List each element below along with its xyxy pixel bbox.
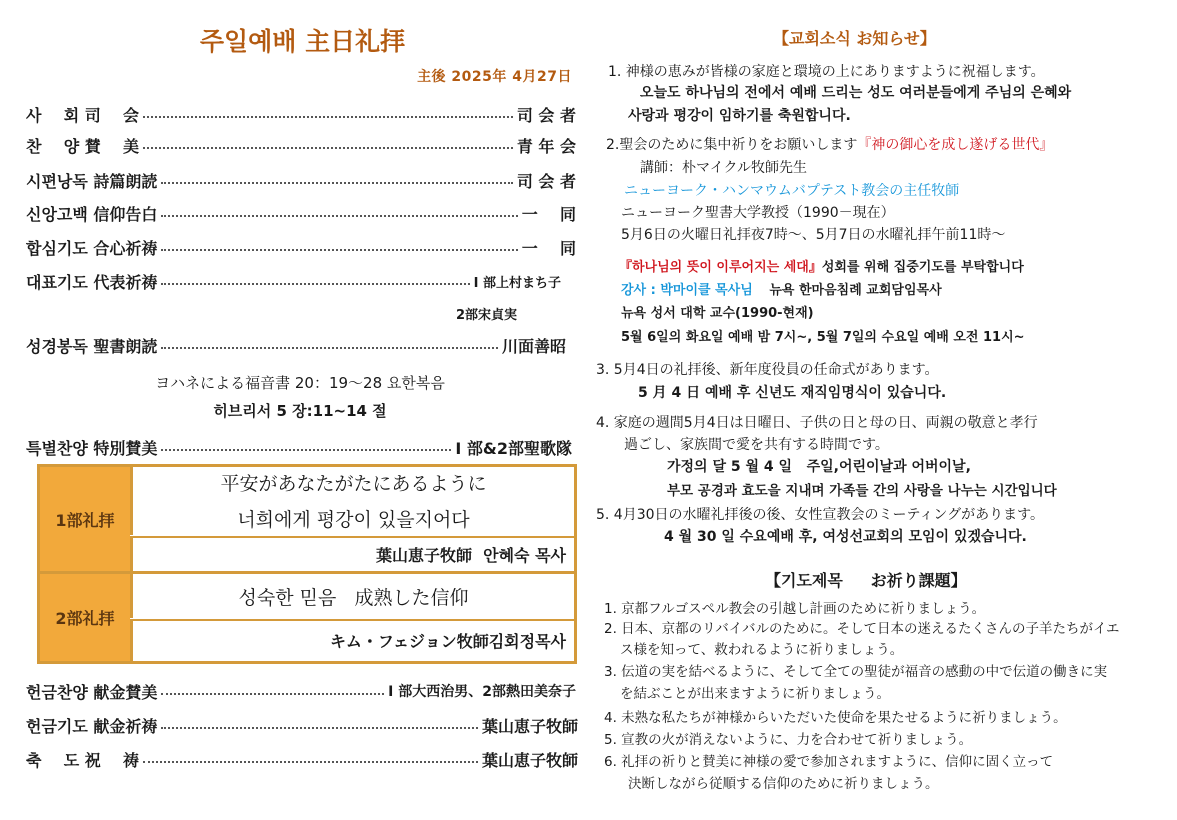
part2-preacher: キム・フェジョン牧師김회정목사 (329, 632, 566, 651)
program-person: 葉山恵子牧師 (481, 716, 578, 736)
program-person: 一 同 (521, 204, 576, 224)
program-row-praise (26, 133, 576, 157)
leader-dots (143, 147, 513, 149)
leader-dots (161, 182, 512, 184)
program-person: I 部上村まち子 (473, 275, 561, 291)
program-row-unison-prayer (26, 235, 576, 259)
leader-dots (161, 693, 384, 695)
news-5-ja: 5. 4月30日の水曜礼拝後の後、女性宣教会のミーティングがあります。 (596, 507, 1045, 523)
news-2-speaker-ko-row (621, 279, 942, 298)
scripture-ko: 히브리서 5 장:11~14 절 (213, 402, 387, 420)
part2-sermon-title-cell (130, 574, 574, 618)
service-date: 主後 2025年 4月27日 (417, 69, 572, 85)
page-title: 주일예배 主日礼拝 (199, 27, 406, 56)
leader-dots (161, 347, 498, 349)
part1-sermon-title (130, 467, 574, 535)
leader-dots (161, 449, 451, 451)
news-1-ko-2: 사랑과 평강이 임하기를 축원합니다. (628, 108, 851, 124)
part1-preacher: 葉山恵子牧師 안혜숙 목사 (376, 545, 566, 565)
news-2-ja-intro (606, 134, 1053, 154)
news-4-ko-2: 부모 공경과 효도을 지내며 가족들 간의 사랑을 나누는 시간입니다 (667, 483, 1057, 499)
leader-dots (161, 249, 517, 251)
part1-title-ja: 平安があなたがたにあるように (220, 473, 487, 495)
news-4-ja-1: 4. 家庭の週間5月4日は日曜日、子供の日と母の日、両親の敬意と孝行 (596, 415, 1038, 431)
program-label: 합심기도 合心祈祷 (26, 238, 158, 258)
prayer-item-3: 3. 伝道の実を結べるように、そして全ての聖徒が福音の感動の中で伝道の働きに実 (604, 664, 1108, 680)
program-label: 특별찬양 特別賛美 (26, 438, 158, 458)
scripture-ja: ヨハネによる福音書 20：19～28 요한복음 (155, 374, 445, 392)
program-label: 성경봉독 聖書朗読 (26, 336, 158, 356)
sermon-box (37, 464, 577, 664)
program-person: 司 会 者 (516, 171, 576, 191)
program-label: 신앙고백 信仰告白 (26, 204, 158, 224)
leader-dots (161, 283, 469, 285)
program-label: 헌금기도 献金祈祷 (26, 716, 158, 736)
announcements (590, 0, 1177, 820)
prayer-item-6-cont: 決断しながら従順する信仰のために祈りましょう。 (628, 776, 939, 792)
program-person: I 部大西治男、2部熱田美奈子 (388, 684, 576, 700)
program-person: 川面善昭 (501, 336, 566, 356)
program-label: 찬 양 賛 美 (26, 136, 140, 156)
news-2-intro-ko: 성회를 위해 집중기도를 부탁합니다 (821, 260, 1024, 275)
leader-dots (143, 116, 513, 118)
program-label: 축 도 祝 祷 (26, 750, 140, 770)
part1-preacher-cell (130, 537, 574, 571)
part2-label: 2部礼拝 (40, 574, 130, 661)
news-2-church-ja: ニューヨーク・ハンマウムバプテスト教会の主任牧師 (624, 183, 960, 199)
news-2-ko-intro (619, 256, 1024, 275)
program-label: 시편낭독 詩篇朗読 (26, 171, 158, 191)
news-2-intro: 2.聖会のために集中祈りをお願いします (606, 137, 858, 153)
program-label: 사 회 司 会 (26, 105, 140, 125)
program-person: 青 年 会 (516, 136, 576, 156)
prayer-item-2-cont: ス様を知って、救われるように祈りましょう。 (620, 642, 904, 658)
program-row-offering-praise (26, 679, 576, 703)
program-row-psalm-reading (26, 168, 576, 192)
part1-label: 1部礼拝 (40, 467, 130, 571)
program-row-special-praise (26, 435, 572, 459)
leader-dots (143, 761, 478, 763)
program-label: 헌금찬양 献金賛美 (26, 682, 158, 702)
program-person: 一 同 (521, 238, 576, 258)
program-label: 대표기도 代表祈祷 (26, 272, 158, 292)
prayer-heading: 【기도제목 お祈り課題】 (765, 571, 967, 590)
news-2-prof-ja: ニューヨーク聖書大学教授（1990－現在） (621, 205, 895, 221)
news-2-theme-ko: 『하나님의 뜻이 이루어지는 세대』 (619, 260, 822, 275)
part2-title: 성숙한 믿음 成熟した信仰 (238, 586, 469, 609)
program-row-offering-prayer (26, 713, 578, 737)
news-3-ko: 5 月 4 日 예배 후 신년도 재직임명식이 있습니다. (638, 385, 947, 401)
program-person-part2: 2部宋貞実 (456, 308, 518, 323)
program-row-bible-reading (26, 333, 566, 357)
news-2-speaker-ko: 강사 : 박마이클 목사님 (621, 283, 753, 298)
prayer-item-6: 6. 礼拝の祈りと賛美に神様の愛で参加されますように、信仰に固く立って (604, 754, 1054, 770)
prayer-item-4: 4. 未熟な私たちが神様からいただいた使命を果たせるように祈りましょう。 (604, 710, 1067, 726)
news-2-dates-ko: 5월 6일의 화요일 예배 밤 7시~, 5월 7일의 수요일 예배 오전 11시~ (621, 330, 1025, 345)
leader-dots (161, 727, 478, 729)
news-heading: 【교회소식 お知らせ】 (773, 29, 936, 48)
program-person: 司 会 者 (516, 105, 576, 125)
news-2-theme-ja: 『神の御心を成し遂げる世代』 (857, 137, 1054, 153)
news-2-speaker-ja: 講師：朴マイクル牧師先生 (640, 160, 808, 176)
news-2-dates-ja: 5月6日の火曜日礼拝夜7時～、5月7日の水曜礼拝午前11時～ (621, 227, 1006, 243)
news-4-ja-2: 過ごし、家族間で愛を共有する時間です。 (624, 437, 889, 453)
prayer-item-2: 2. 日本、京都のリバイバルのために。そして日本の迷えるたくさんの子羊たちがイエ (604, 621, 1120, 637)
program-row-confession (26, 201, 576, 225)
program-row-moderator (26, 102, 576, 126)
news-4-ko-1: 가정의 달 5 월 4 일 주일,어린이날과 어버이날, (667, 459, 971, 475)
program-row-benediction (26, 747, 578, 771)
news-2-church-ko: 뉴욕 한마음침례 교회담임목사 (769, 283, 942, 298)
leader-dots (161, 215, 517, 217)
program-person: I 部&2部聖歌隊 (455, 438, 572, 458)
news-2-prof-ko: 뉴욕 성서 대학 교수(1990-현재) (621, 306, 814, 321)
news-3-ja: 3. 5月4日の礼拝後、新年度役員の任命式があります。 (596, 362, 939, 378)
news-1-ja: 1. 神様の恵みが皆様の家庭と環境の上にありますように祝福します。 (608, 64, 1045, 80)
program-person: 葉山恵子牧師 (481, 750, 578, 770)
news-1-ko-1: 오늘도 하나님의 전에서 예배 드리는 성도 여러분들에게 주님의 은혜와 (640, 85, 1072, 101)
part1-title-ko: 너희에게 평강이 있을지어다 (237, 509, 470, 531)
prayer-item-3-cont: を結ぶことが出来ますように祈りましょう。 (620, 686, 890, 702)
prayer-item-5: 5. 宣教の火が消えないように、力を合わせて祈りましょう。 (604, 732, 973, 748)
program-row-representative-prayer (26, 269, 561, 293)
news-5-ko: 4 월 30 일 수요예배 후, 여성선교회의 모임이 있겠습니다. (664, 529, 1027, 545)
part2-preacher-cell (130, 620, 574, 661)
prayer-item-1: 1. 京都フルゴスペル教会の引越し計画のために祈りましょう。 (604, 601, 986, 617)
